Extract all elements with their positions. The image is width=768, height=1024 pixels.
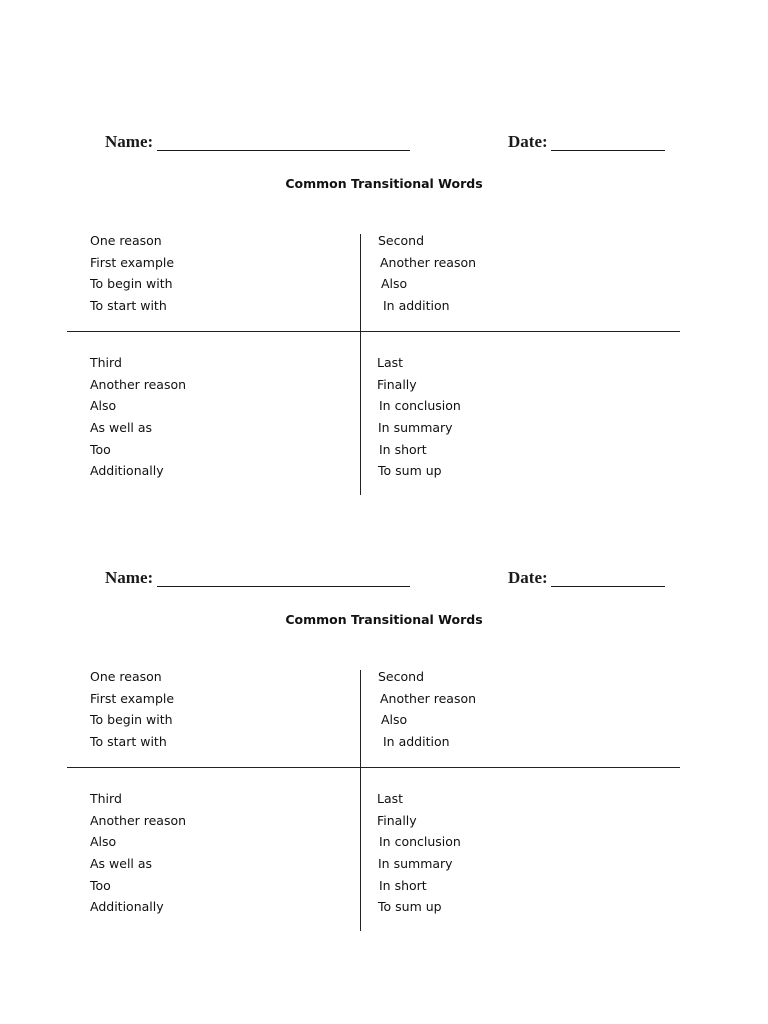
quadrant-top-left <box>90 666 174 753</box>
list-item: To sum up <box>378 899 442 915</box>
list-item: Also <box>90 398 117 414</box>
list-item: Additionally <box>90 463 164 479</box>
list-item: To start with <box>90 734 167 750</box>
worksheet-1 <box>0 0 768 479</box>
list-item: Finally <box>377 376 417 392</box>
list-item: Also <box>381 276 408 292</box>
list-item: Another reason <box>90 376 187 392</box>
date-blank-line[interactable] <box>551 586 665 587</box>
name-label: Name: <box>105 132 154 151</box>
list-item: Also <box>381 712 408 728</box>
worksheet-title: Common Transitional Words <box>285 612 483 627</box>
list-item: Second <box>378 233 425 248</box>
list-item: Second <box>378 669 425 684</box>
list-item: In short <box>379 441 427 457</box>
list-item: As well as <box>90 856 153 872</box>
list-item: Too <box>90 877 111 893</box>
list-item: Additionally <box>90 899 164 915</box>
list-item: First example <box>90 690 175 706</box>
list-item: To start with <box>90 298 167 314</box>
quadrant-top-right <box>378 666 476 753</box>
date-label: Date: <box>508 568 548 587</box>
list-item: To sum up <box>378 463 442 479</box>
list-item: Another reason <box>380 254 477 270</box>
quadrant-top-left <box>90 230 174 317</box>
quadrant-top-right <box>378 230 476 317</box>
list-item: In conclusion <box>379 834 461 850</box>
list-item: Too <box>90 441 111 457</box>
worksheet-title: Common Transitional Words <box>285 176 483 191</box>
horizontal-divider <box>67 767 680 768</box>
quadrant-bottom-left <box>90 788 186 918</box>
worksheet-2 <box>0 436 768 915</box>
list-item: Last <box>377 791 404 806</box>
list-item: In short <box>379 877 427 893</box>
list-item: To begin with <box>90 276 173 292</box>
name-blank-line[interactable] <box>157 586 410 587</box>
date-blank-line[interactable] <box>551 150 665 151</box>
name-label: Name: <box>105 568 154 587</box>
list-item: To begin with <box>90 712 173 728</box>
horizontal-divider <box>67 331 680 332</box>
list-item: First example <box>90 254 175 270</box>
list-item: In summary <box>378 856 453 872</box>
list-item: In addition <box>383 734 450 750</box>
list-item: In summary <box>378 420 453 436</box>
list-item: Finally <box>377 812 417 828</box>
list-item: Third <box>90 791 122 806</box>
list-item: Last <box>377 355 404 370</box>
list-item: Another reason <box>90 812 187 828</box>
vertical-divider <box>360 670 361 931</box>
list-item: One reason <box>90 233 162 248</box>
list-item: As well as <box>90 420 153 436</box>
list-item: In addition <box>383 298 450 314</box>
list-item: One reason <box>90 669 162 684</box>
list-item: Also <box>90 834 117 850</box>
date-label: Date: <box>508 132 548 151</box>
list-item: Third <box>90 355 122 370</box>
list-item: In conclusion <box>379 398 461 414</box>
quadrant-bottom-right <box>377 788 461 918</box>
name-blank-line[interactable] <box>157 150 410 151</box>
list-item: Another reason <box>380 690 477 706</box>
